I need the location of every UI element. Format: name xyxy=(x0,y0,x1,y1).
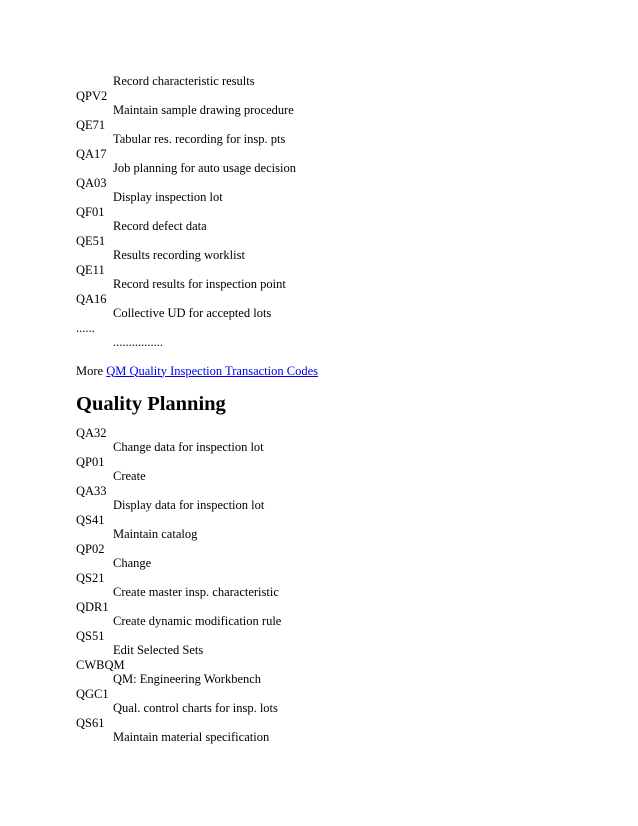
transaction-description: Results recording worklist xyxy=(113,248,245,262)
transaction-description: Record defect data xyxy=(113,219,207,233)
qm-inspection-codes-link[interactable]: QM Quality Inspection Transaction Codes xyxy=(106,363,318,378)
transaction-description: Edit Selected Sets xyxy=(113,643,204,657)
transaction-description: Change data for inspection lot xyxy=(113,440,264,454)
transaction-code: QA32 xyxy=(76,425,107,440)
transaction-code: QE51 xyxy=(76,233,106,248)
transaction-description: Record results for inspection point xyxy=(113,277,286,291)
transaction-code: QGC1 xyxy=(76,686,109,701)
transaction-code: ...... xyxy=(76,320,95,335)
transaction-description: Change xyxy=(113,556,152,570)
transaction-code: QS61 xyxy=(76,715,105,730)
transaction-description: Display data for inspection lot xyxy=(113,498,265,512)
transaction-code: QA16 xyxy=(76,291,107,306)
transaction-description: Create dynamic modification rule xyxy=(113,614,282,628)
transaction-description: ................ xyxy=(113,335,163,349)
transaction-code: QE11 xyxy=(76,262,105,277)
transaction-code: QPV2 xyxy=(76,88,108,103)
transaction-description: QM: Engineering Workbench xyxy=(113,672,262,686)
transaction-code: QS21 xyxy=(76,570,105,585)
transaction-description: Qual. control charts for insp. lots xyxy=(113,701,278,715)
more-codes-line xyxy=(76,364,596,379)
transaction-code: QA17 xyxy=(76,146,107,161)
transaction-description: Maintain material specification xyxy=(113,730,270,744)
transaction-code: QS41 xyxy=(76,512,105,527)
transaction-description: Record characteristic results xyxy=(113,74,255,88)
transaction-code: QP01 xyxy=(76,454,105,469)
transaction-code: QDR1 xyxy=(76,599,109,614)
transaction-description: Create master insp. characteristic xyxy=(113,585,279,599)
transaction-description: Collective UD for accepted lots xyxy=(113,306,272,320)
transaction-code: QE71 xyxy=(76,117,106,132)
transaction-code: QA03 xyxy=(76,175,107,190)
section-heading-quality-planning: Quality Planning xyxy=(76,392,226,415)
transaction-code: QF01 xyxy=(76,204,105,219)
transaction-description: Job planning for auto usage decision xyxy=(113,161,296,175)
transaction-code: CWBQM xyxy=(76,657,125,672)
more-prefix: More xyxy=(76,363,107,378)
transaction-description: Maintain catalog xyxy=(113,527,198,541)
transaction-code: QP02 xyxy=(76,541,105,556)
transaction-code: QS51 xyxy=(76,628,105,643)
transaction-description: Create xyxy=(113,469,146,483)
transaction-description: Display inspection lot xyxy=(113,190,223,204)
transaction-description: Tabular res. recording for insp. pts xyxy=(113,132,286,146)
document-page xyxy=(76,74,596,745)
transaction-code: QA33 xyxy=(76,483,107,498)
transaction-description: Maintain sample drawing procedure xyxy=(113,103,294,117)
